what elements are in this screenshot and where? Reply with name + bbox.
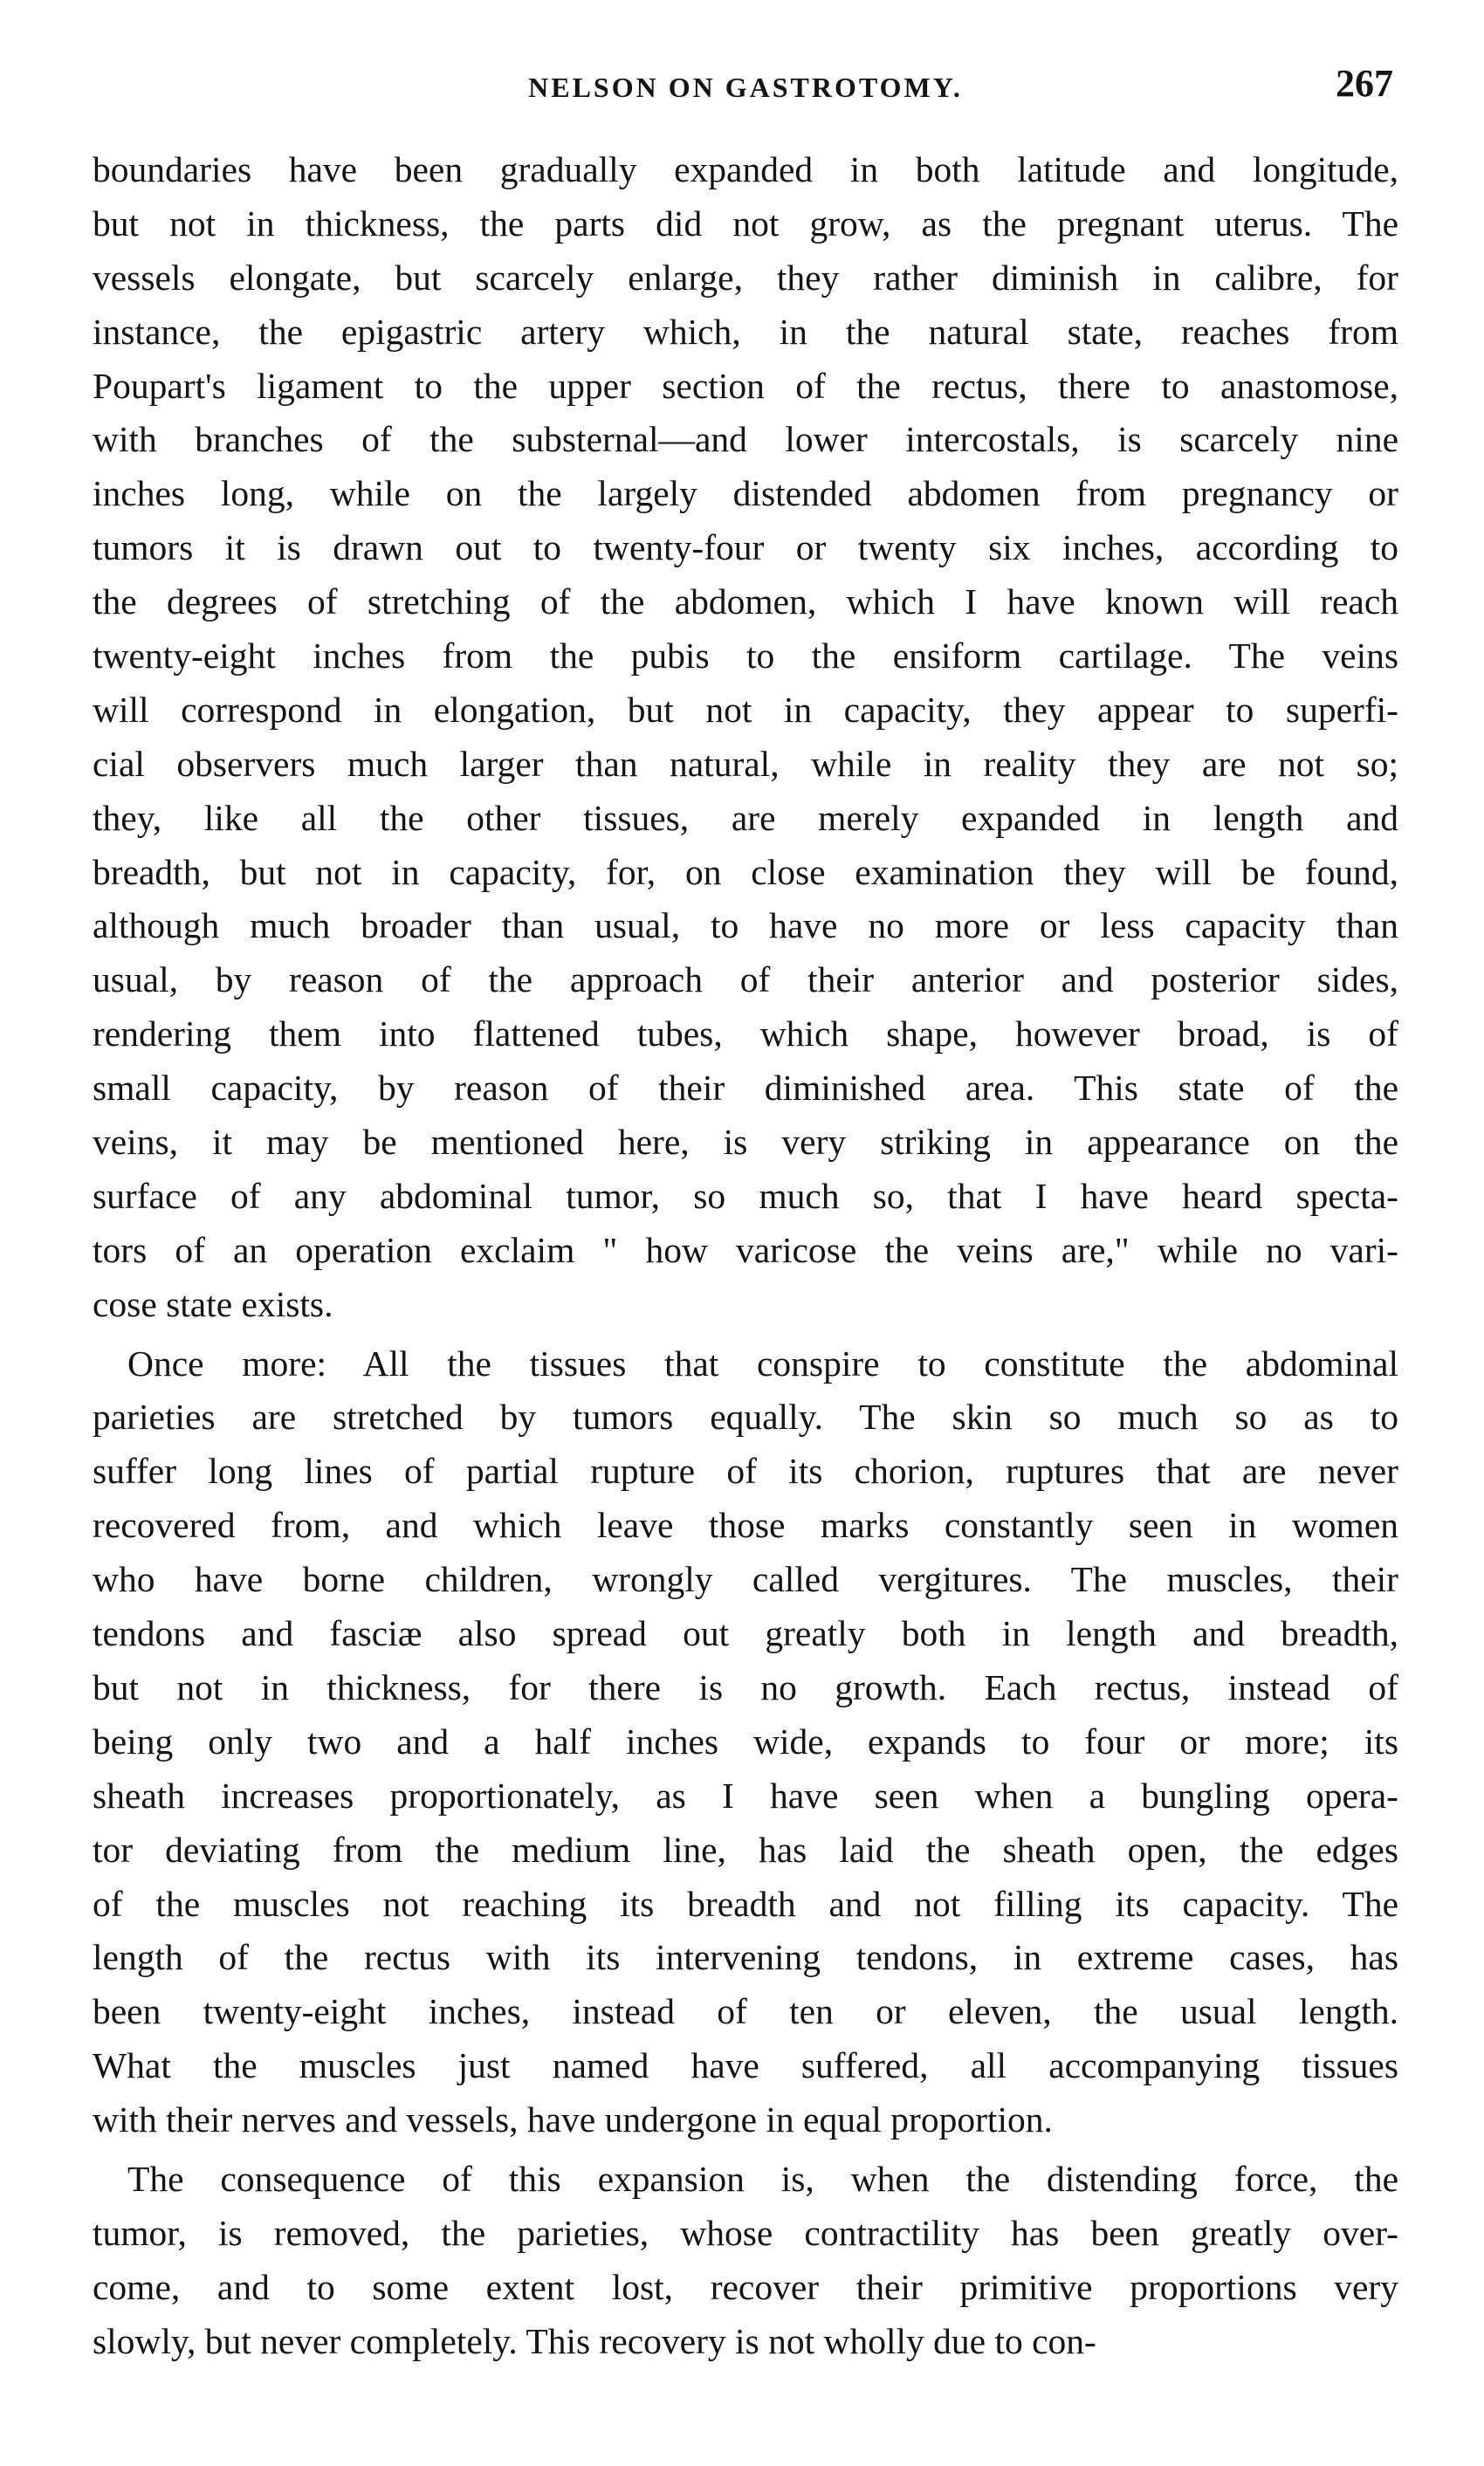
text-line: parieties are stretched by tumors equally. The skin so much so as to	[93, 1397, 1398, 1438]
paragraph	[93, 143, 1398, 1332]
text-line: breadth, but not in capacity, for, on close examination they will be found,	[93, 851, 1398, 892]
text-line: usual, by reason of the approach of their anterior and posterior sides,	[93, 959, 1398, 1000]
text-line: come, and to some extent lost, recover their primitive proportions very	[93, 2266, 1398, 2307]
text-line: veins, it may be mentioned here, is very striking in appearance on the	[93, 1122, 1398, 1163]
text-line: slowly, but never completely. This recovery is not wholly due to con-	[93, 2320, 1096, 2361]
text-line: The consequence of this expansion is, when the distending force, the	[127, 2158, 1398, 2199]
text-line: sheath increases proportionately, as I have seen when a bungling opera-	[93, 1775, 1398, 1816]
paragraph	[93, 1337, 1398, 2147]
text-line: length of the rectus with its intervening tendons, in extreme cases, has	[93, 1937, 1398, 1978]
text-line: tors of an operation exclaim " how varicose the veins are," while no vari-	[93, 1229, 1398, 1270]
text-line: boundaries have been gradually expanded in both latitude and longitude,	[93, 149, 1398, 189]
text-line: Poupart's ligament to the upper section of the rectus, there to anastomose,	[93, 365, 1398, 406]
text-line: twenty-eight inches from the pubis to the ensiform cartilage. The veins	[93, 635, 1398, 677]
text-line: with branches of the substernal—and lower intercostals, is scarcely nine	[93, 419, 1398, 460]
text-line: Once more: All the tissues that conspire to constitute the abdominal	[127, 1343, 1398, 1384]
text-line: small capacity, by reason of their diminished area. This state of the	[93, 1068, 1398, 1109]
text-line: inches long, while on the largely distended abdomen from pregnancy or	[93, 473, 1398, 514]
body-text	[93, 143, 1398, 2369]
text-line: vessels elongate, but scarcely enlarge, they rather diminish in calibre, for	[93, 257, 1398, 298]
text-line: with their nerves and vessels, have undergone in equal proportion.	[93, 2099, 1053, 2140]
text-line: who have borne children, wrongly called vergitures. The muscles, their	[93, 1559, 1398, 1600]
running-title: NELSON ON GASTROTOMY.	[528, 72, 963, 103]
page-number: 267	[1336, 62, 1393, 105]
text-line: but not in thickness, for there is no growth. Each rectus, instead of	[93, 1666, 1398, 1707]
text-line: being only two and a half inches wide, expands to four or more; its	[93, 1721, 1398, 1762]
text-line: the degrees of stretching of the abdomen, which I have known will reach	[93, 581, 1398, 622]
paragraph	[93, 2153, 1398, 2369]
text-line: cose state exists.	[93, 1283, 333, 1324]
text-line: suffer long lines of partial rupture of its chorion, ruptures that are never	[93, 1451, 1398, 1492]
text-line: been twenty-eight inches, instead of ten or eleven, the usual length.	[93, 1991, 1398, 2032]
text-line: rendering them into flattened tubes, which shape, however broad, is of	[93, 1013, 1398, 1054]
text-line: but not in thickness, the parts did not grow, as the pregnant uterus. The	[93, 203, 1398, 244]
text-line: they, like all the other tissues, are merely expanded in length and	[93, 797, 1398, 838]
text-line: tendons and fasciæ also spread out greatly both in length and breadth,	[93, 1613, 1398, 1654]
text-line: although much broader than usual, to have no more or less capacity than	[93, 905, 1398, 946]
text-line: surface of any abdominal tumor, so much so, that I have heard specta-	[93, 1175, 1398, 1216]
text-line: tor deviating from the medium line, has laid the sheath open, the edges	[93, 1829, 1398, 1870]
book-page	[93, 52, 1398, 2369]
text-line: cial observers much larger than natural, while in reality they are not so;	[93, 743, 1398, 784]
text-line: What the muscles just named have suffered, all accompanying tissues	[93, 2045, 1398, 2086]
text-line: instance, the epigastric artery which, in the natural state, reaches from	[93, 311, 1398, 352]
text-line: will correspond in elongation, but not in capacity, they appear to superfi-	[93, 689, 1398, 730]
text-line: recovered from, and which leave those marks constantly seen in women	[93, 1505, 1398, 1546]
running-head	[93, 52, 1398, 126]
text-line: tumors it is drawn out to twenty-four or twenty six inches, according to	[93, 527, 1398, 568]
text-line: tumor, is removed, the parieties, whose contractility has been greatly over-	[93, 2212, 1398, 2253]
text-line: of the muscles not reaching its breadth and not filling its capacity. The	[93, 1883, 1398, 1924]
